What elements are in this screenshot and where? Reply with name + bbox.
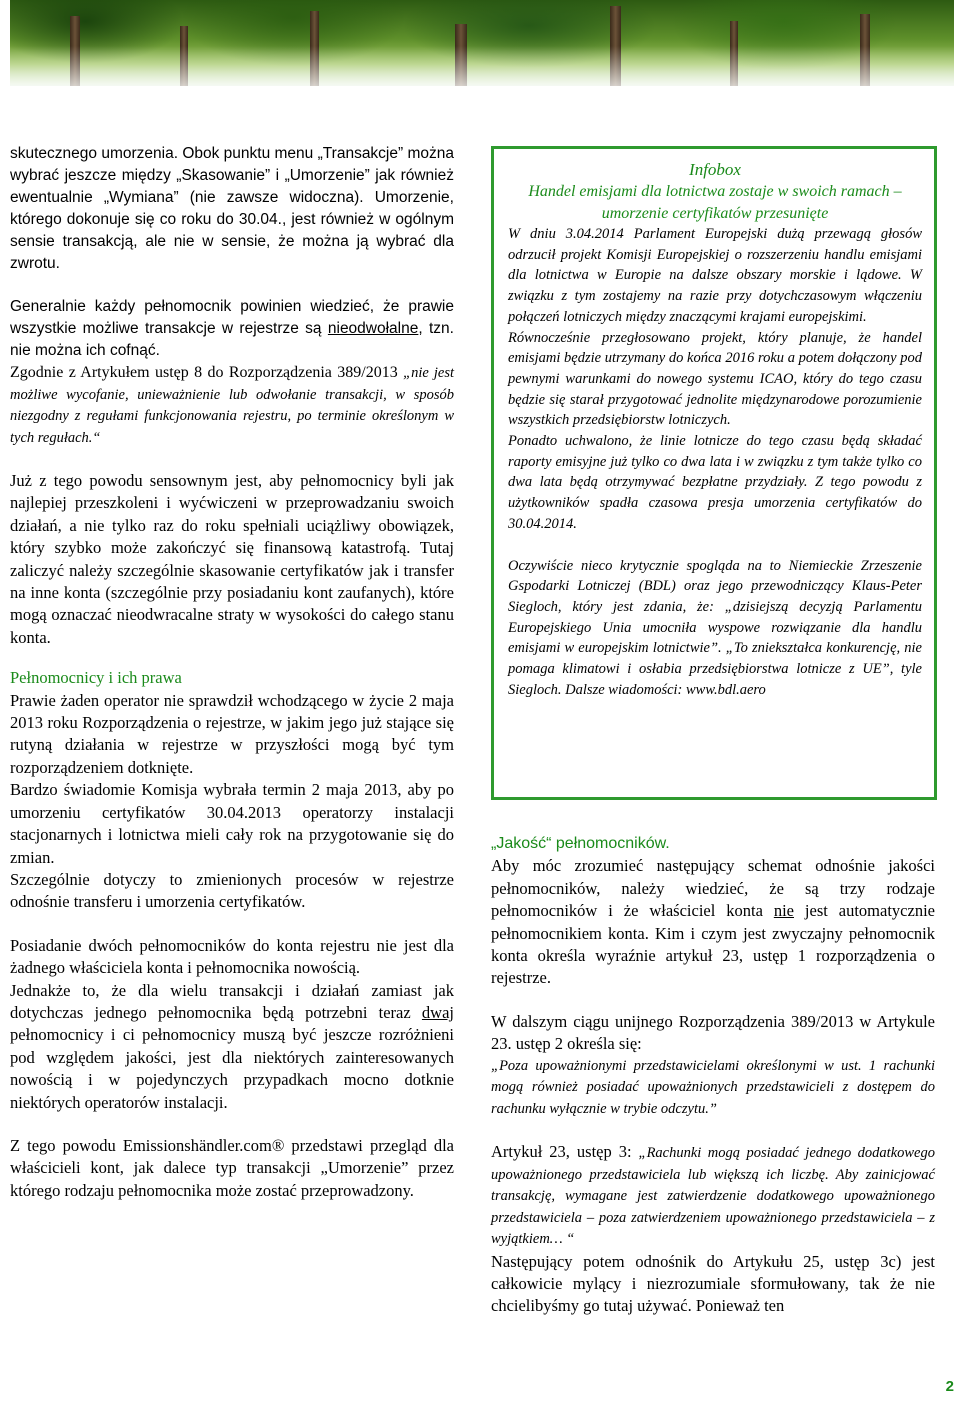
section-heading-quality: „Jakość“ pełnomocników. [491, 835, 670, 852]
right-paragraph-three-types: Aby móc zrozumieć następujący schemat odnośnie jakości pełnomocników, należy wiedzieć, że są trzy rodzaje pełnomocników i że właściciel konta nie jest automatycznie pełnomocnikiem konta. Kim i czym jest zwyczajny pełnomocnik konta określa wyraźnie artykuł 23, ustęp 1 rozporządzenia o rejestrze. [491, 856, 935, 988]
underlined-word: nie [773, 901, 794, 921]
infobox-panel [491, 146, 937, 800]
left-paragraph-however: Jednakże to, że dla wielu transakcji i działań zamiast jak dotychczas jednego pełnomocnika będą potrzebni teraz dwaj pełnomocnicy i ci pełnomocnicy muszą być jeszcze rozróżnieni pod względem jakości, jest dla niektórych zainteresowanych nowością i w pojedynczych przypadkach mocno dotknie niektórych operatorów instalacji. [10, 980, 454, 1112]
right-quote-article23-2: „Poza upoważnionymi przedstawicielami określonymi w ust. 1 rachunki mogą również posiadać upoważnionych przedstawicieli z dostępem do rachunku wyłącznie w trybie odczytu.” [491, 1057, 935, 1117]
infobox-title: Infobox [689, 160, 741, 179]
left-paragraph-operators: Prawie żaden operator nie sprawdził wchodzącego w życie 2 maja 2013 roku Rozporządzenia o rejestrze, w jakim jego już stające się rutyną działania w rejestrze w przyszłości mogą być tym rozporządzeniem dotknięte. [10, 690, 454, 777]
left-paragraph-overview: Z tego powodu Emissionshändler.com® przedstawi przegląd dla właścicieli kont, jak dalece typ transakcji „Umorzenie” przez którego rodzaju pełnomocnika może zostać przeprowadzony. [10, 1135, 454, 1200]
left-paragraph-intro: skutecznego umorzenia. Obok punktu menu „Transakcje” można wybrać jeszcze między „Skasowanie” i „Umorzenie” jak również ewentualnie „Wymiana” (nie zawsze widoczna). Umorzenie, którego dokonuje się co roku do 30.04., jest również w ogólnym sensie transakcją, ale nie w sensie, że można ją wybrać dla zwrotu. [10, 145, 454, 272]
infobox-paragraph-reports: Ponadto uchwalono, że linie lotnicze do tego czasu będą składać raporty emisyjne już tylko co dwa lata i w związku z tym także tylko co dwa lata będą otrzymywać bezpłatne przydziały. Z tego powodu z użytkowników spadła czasowa presja umorzenia certyfikatów do 30.04.2014. [508, 433, 922, 532]
right-paragraph-article25: Następujący potem odnośnik do Artykułu 25, ustęp 3c) jest całkowicie mylący i niezrozumiale sformułowany, tak że nie chcielibyśmy go tutaj używać. Ponieważ ten [491, 1251, 935, 1316]
right-column [491, 833, 935, 1318]
header-forest-banner [10, 0, 954, 86]
section-heading-proxies: Pełnomocnicy i ich prawa [10, 668, 182, 688]
left-paragraph-regulation-quote: Zgodnie z Artykułem ustęp 8 do Rozporządzenia 389/2013 „nie jest możliwe wycofanie, unieważnienie lub odwołanie transakcji, w sposób niezgodny z regułami funkcjonowania rejestru, po terminie określonym w tych regułach.“ [10, 364, 454, 446]
underlined-word: nieodwołalne [327, 320, 419, 337]
infobox-paragraph-bdl: Oczywiście nieco krytycznie spogląda na to Niemieckie Zrzeszenie Gspodarki Lotniczej (BDL) oraz jego przewodniczący Klaus-Peter Siegloch, który jest zdania, że: „dzisiejszą decyzją Parlamentu Europejskiego Unia umocniła wyspowe rozwiązanie dla handlu emisjami w europejskim lotnictwie”. „To zniekształca konkurencję, nie pomaga klimatowi i osłabia przedsiębiorstwa lotnicze z UE”, tyle Siegloch. Dalsze wiadomości: www.bdl.aero [508, 557, 922, 698]
left-paragraph-commission: Bardzo świadomie Komisja wybrała termin 2 maja 2013, aby po umorzeniu certyfikatów 30.04.2013 operatorzy instalacji stacjonarnych i lotnictwa mieli cały rok na przygotowanie się do zmian. [10, 780, 454, 867]
left-paragraph-two-proxies: Posiadanie dwóch pełnomocników do konta rejestru nie jest dla żadnego właściciela konta i pełnomocnika nowością. [10, 935, 454, 978]
infobox-subtitle: Handel emisjami dla lotnictwa zostaje w swoich ramach – umorzenie certyfikatów przesunięte [528, 183, 902, 222]
left-column [10, 143, 454, 1202]
infobox-paragraph-icao: Równocześnie przegłosowano projekt, który planuje, że handel emisjami będzie utrzymany do końca 2016 roku a potem dołączony pod pewnymi warunkami do nowego systemu ICAO, który do tego czasu będzie się starał przygotować jednolite międzynarodowe porozumienie wszystkich przedsiębiorstw lotniczych. [508, 329, 922, 429]
infobox-paragraph-parliament: W dniu 3.04.2014 Parlament Europejski dużą przewagą głosów odrzucił projekt Komisji Europejskiej o rozszerzeniu handlu emisjami dla lotnictwa w Europie na dalsze obszary morskie i lądowe. W związku z tym zostajemy na razie przy dotychczasowym włączeniu połączeń lotniczych między znaczącymi krajami europejskimi. [508, 226, 922, 325]
left-paragraph-processes: Szczególnie dotyczy to zmienionych procesów w rejestrze odnośnie transferu i umorzenia certyfikatów. [10, 869, 454, 912]
right-paragraph-article23-2: W dalszym ciągu unijnego Rozporządzenia 389/2013 w Artykule 23. ustęp 2 określa się: [491, 1011, 935, 1054]
left-paragraph-irrevocable: Generalnie każdy pełnomocnik powinien wiedzieć, że prawie wszystkie możliwe transakcje w rejestrze są nieodwołalne, tzn. nie można ich cofnąć. [10, 298, 454, 359]
underlined-word: dwaj [421, 1002, 454, 1022]
right-paragraph-article23-3: Artykuł 23, ustęp 3: „Rachunki mogą posiadać jednego dodatkowego upoważnionego przedstawiciela lub większą ich liczbę. Aby zainicjować transakcję, wymagane jest zatwierdzenie dodatkowego upoważnionego przedstawiciela – poza zatwierdzeniem upoważnionego przedstawiciela – z wyjątkiem… “ [491, 1142, 935, 1248]
left-paragraph-training: Już z tego powodu sensownym jest, aby pełnomocnicy byli jak najlepiej przeszkoleni i wyćwiczeni w przeprowadzaniu swoich działań, a nie tylko raz do roku spełniali uciążliwy obowiązek, który szybko może zakończyć się finansową katastrofą. Tutaj zaliczyć należy szczególnie skasowanie certyfikatów jak i transfer na inne konta (szczególnie przy posiadaniu kont zaufanych), które mogą oznaczać nieodwracalne straty w wysokości do całego stanu konta. [10, 471, 454, 647]
page-number: 2 [945, 1378, 954, 1395]
